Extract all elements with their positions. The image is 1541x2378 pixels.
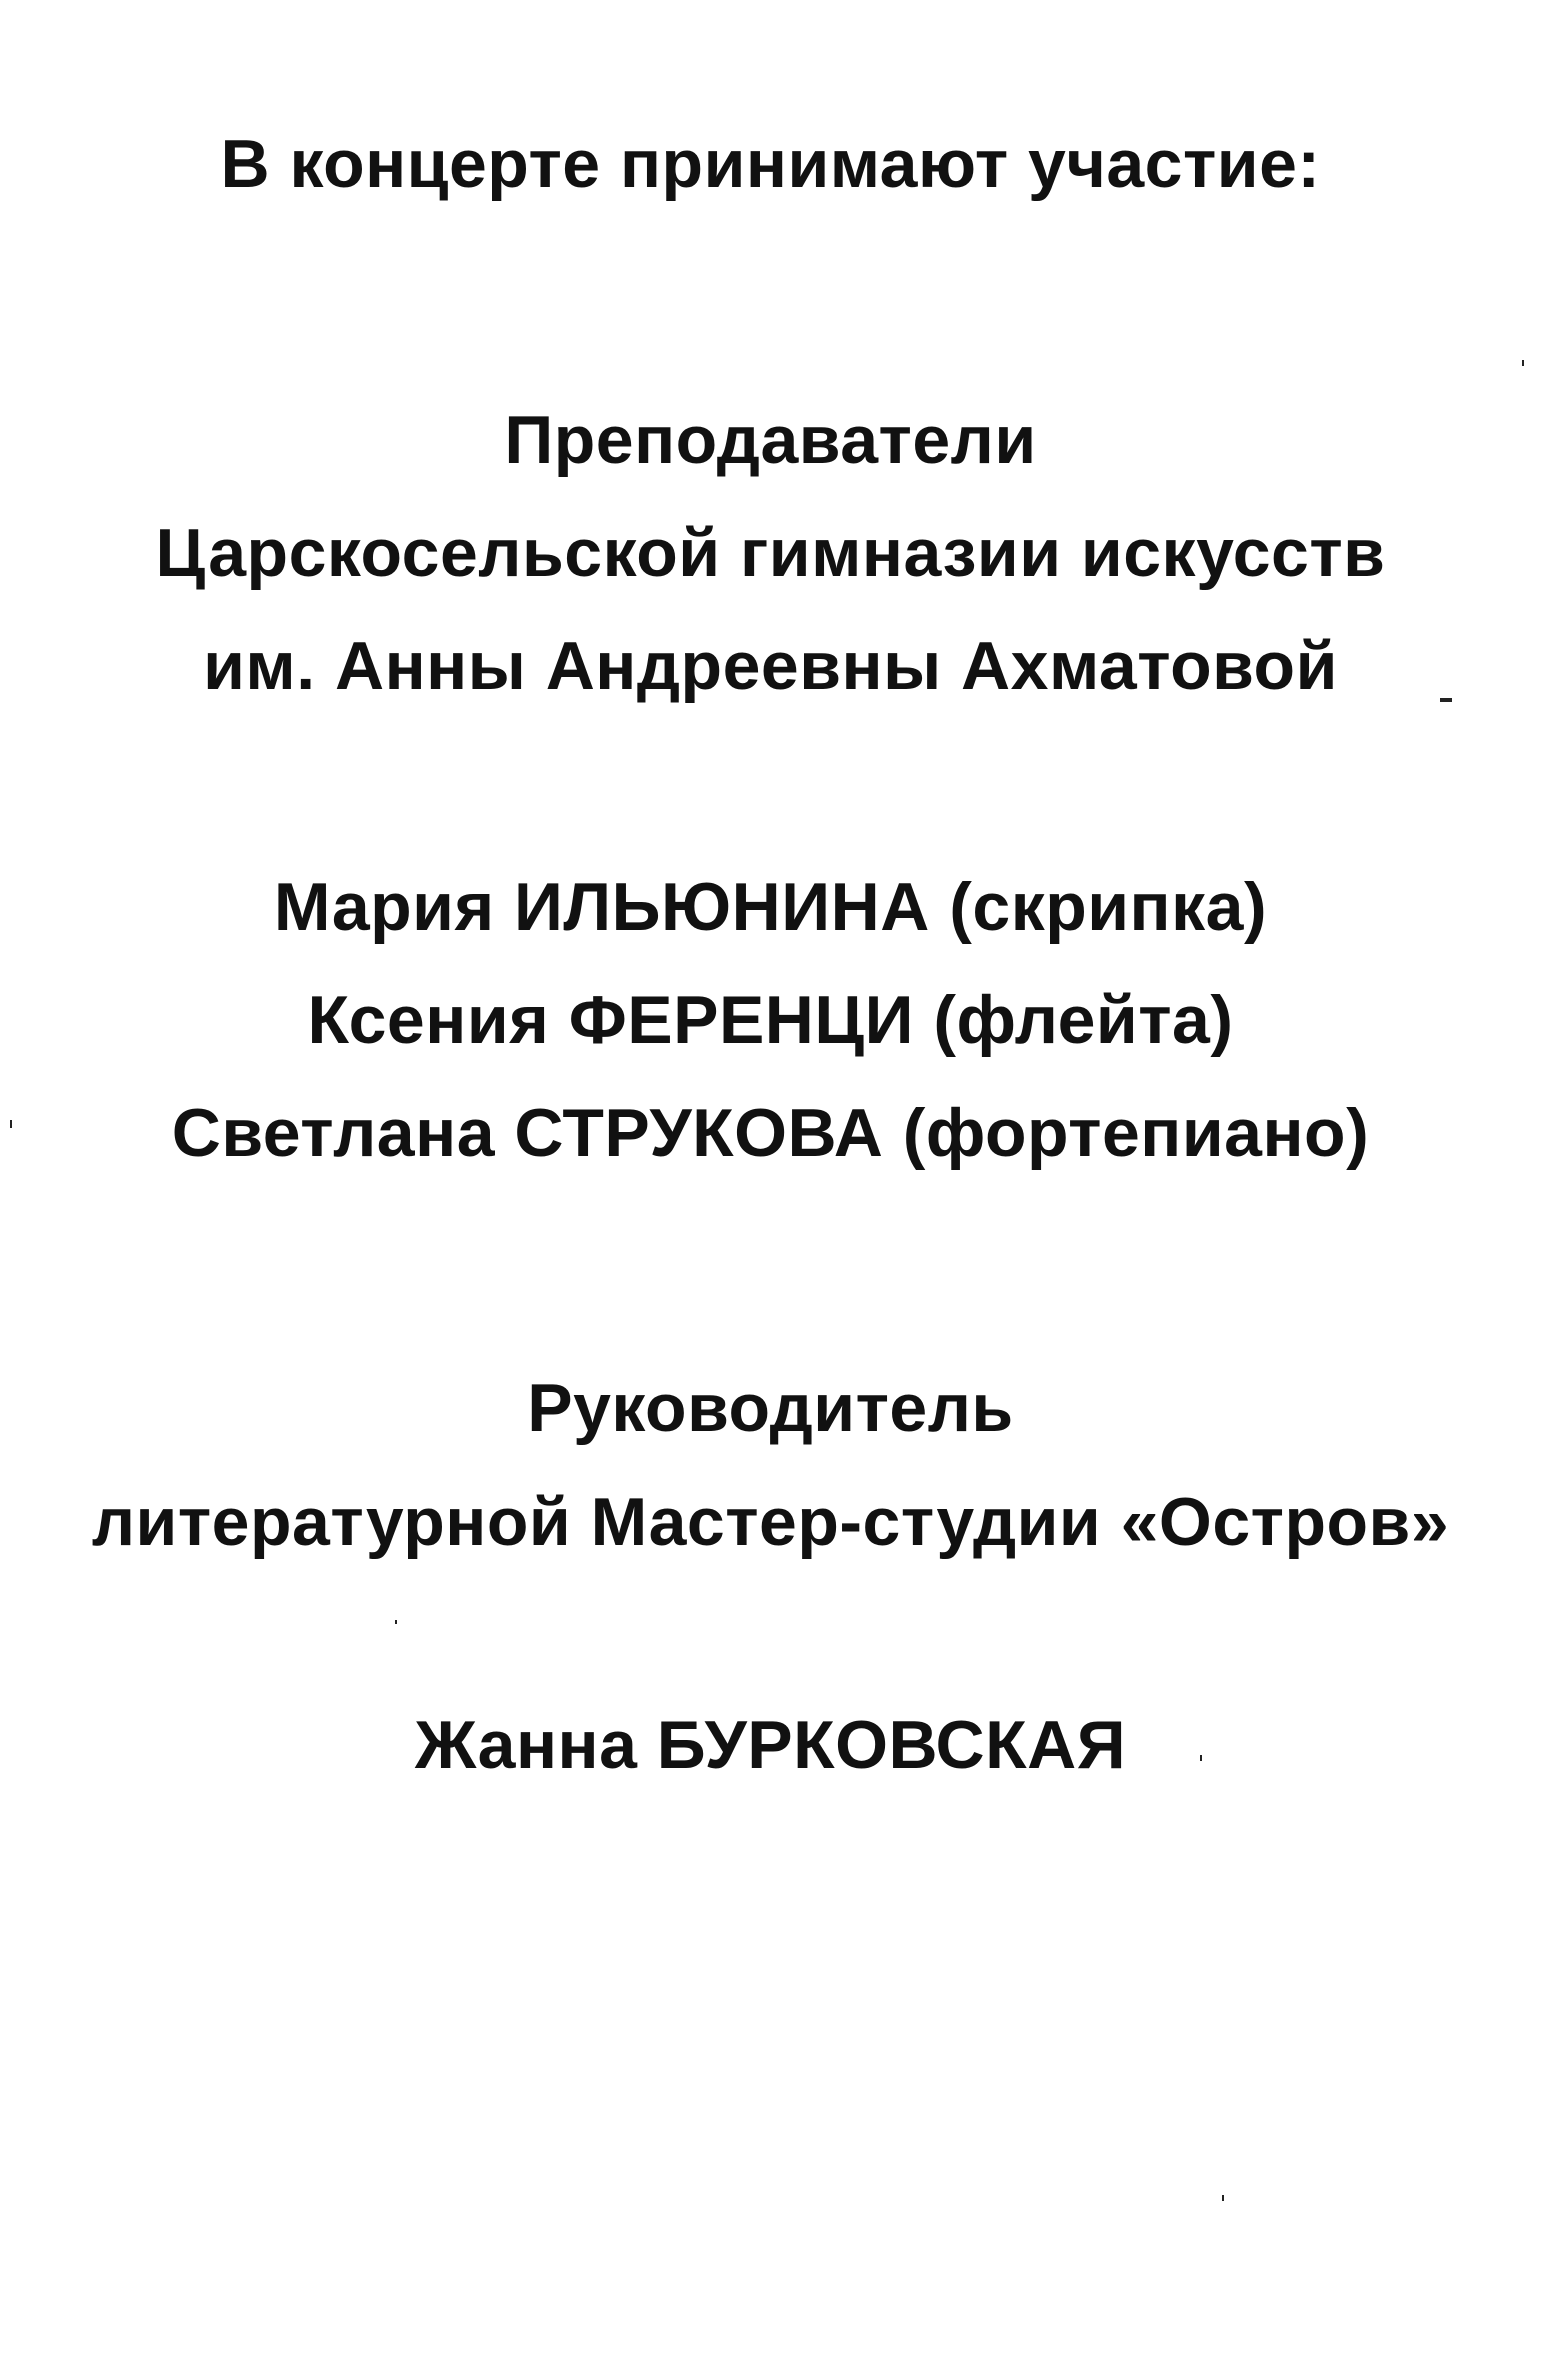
teachers-title: Преподаватели <box>504 402 1037 478</box>
performer-violin: Мария ИЛЬЮНИНА (скрипка) <box>273 869 1268 945</box>
heading: В концерте принимают участие: <box>220 126 1321 202</box>
director-name: Жанна БУРКОВСКАЯ <box>414 1707 1127 1783</box>
scan-speck <box>10 1120 12 1128</box>
scan-speck <box>1440 698 1452 702</box>
school-line-1: Царскосельской гимназии искусств <box>155 515 1386 591</box>
studio-line: литературной Мастер-студии «Остров» <box>91 1484 1450 1560</box>
scan-speck <box>1522 360 1524 366</box>
scan-speck <box>395 1620 397 1624</box>
performer-flute: Ксения ФЕРЕНЦИ (флейта) <box>307 982 1234 1058</box>
school-line-2: им. Анны Андреевны Ахматовой <box>203 628 1338 704</box>
performer-piano: Светлана СТРУКОВА (фортепиано) <box>171 1095 1370 1171</box>
scan-speck <box>1200 1755 1202 1761</box>
director-title: Руководитель <box>527 1370 1014 1446</box>
scan-speck <box>1222 2195 1224 2201</box>
